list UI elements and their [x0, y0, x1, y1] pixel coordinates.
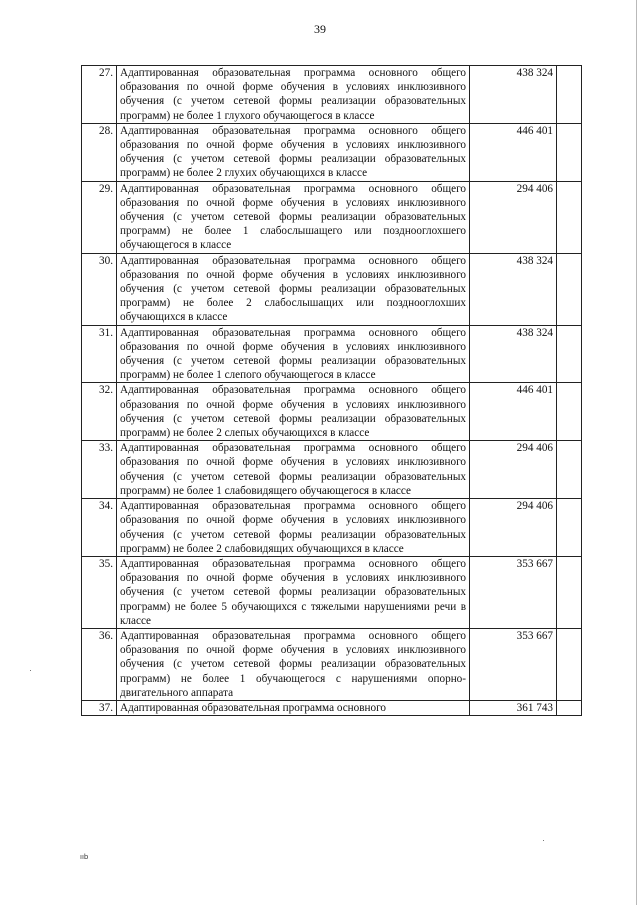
footer-mark: ııb	[80, 853, 89, 861]
program-description: Адаптированная образовательная программа основного общего образования по очной форме обучения в условиях инклюзивного обучения (с учетом сетевой формы реализации образовательных программ) не более 5 обучающихся с тяжелыми нарушениями речи в классе	[117, 556, 470, 628]
table-row	[82, 499, 582, 557]
amount-cell: 361 743	[470, 700, 557, 715]
program-description: Адаптированная образовательная программа основного	[117, 700, 470, 715]
row-number: 29.	[82, 181, 117, 253]
empty-cell	[557, 181, 582, 253]
table-row	[82, 700, 582, 715]
page-number: 39	[314, 22, 326, 36]
funding-table	[81, 65, 582, 716]
scan-speck	[543, 840, 544, 841]
amount-cell: 438 324	[470, 325, 557, 383]
program-description: Адаптированная образовательная программа основного общего образования по очной форме обучения в условиях инклюзивного обучения (с учетом сетевой формы реализации образовательных программ) не более 1 слабослышащего или позднооглохшего обучающегося в классе	[117, 181, 470, 253]
program-description: Адаптированная образовательная программа основного общего образования по очной форме обучения в условиях инклюзивного обучения (с учетом сетевой формы реализации образовательных программ) не более 2 слепых обучающихся в классе	[117, 383, 470, 441]
table-row	[82, 628, 582, 700]
row-number: 30.	[82, 253, 117, 325]
table-row	[82, 556, 582, 628]
empty-cell	[557, 499, 582, 557]
empty-cell	[557, 325, 582, 383]
program-description: Адаптированная образовательная программа основного общего образования по очной форме обучения в условиях инклюзивного обучения (с учетом сетевой формы реализации образовательных программ) не более 1 слепого обучающегося в классе	[117, 325, 470, 383]
amount-cell: 294 406	[470, 181, 557, 253]
amount-cell: 353 667	[470, 556, 557, 628]
table-row	[82, 441, 582, 499]
program-description: Адаптированная образовательная программа основного общего образования по очной форме обучения в условиях инклюзивного обучения (с учетом сетевой формы реализации образовательных программ) не более 1 слабовидящего обучающегося в классе	[117, 441, 470, 499]
amount-cell: 353 667	[470, 628, 557, 700]
amount-cell: 294 406	[470, 499, 557, 557]
table-row	[82, 66, 582, 124]
empty-cell	[557, 628, 582, 700]
table-row	[82, 325, 582, 383]
scan-speck	[30, 670, 31, 671]
row-number: 33.	[82, 441, 117, 499]
row-number: 37.	[82, 700, 117, 715]
row-number: 34.	[82, 499, 117, 557]
empty-cell	[557, 700, 582, 715]
row-number: 28.	[82, 123, 117, 181]
empty-cell	[557, 556, 582, 628]
row-number: 36.	[82, 628, 117, 700]
amount-cell: 446 401	[470, 383, 557, 441]
row-number: 32.	[82, 383, 117, 441]
program-description: Адаптированная образовательная программа основного общего образования по очной форме обучения в условиях инклюзивного обучения (с учетом сетевой формы реализации образовательных программ) не более 2 слабослышащих или позднооглохших обучающихся в классе	[117, 253, 470, 325]
table-row	[82, 253, 582, 325]
program-description: Адаптированная образовательная программа основного общего образования по очной форме обучения в условиях инклюзивного обучения (с учетом сетевой формы реализации образовательных программ) не более 1 обучающегося с нарушениями опорно-двигательного аппарата	[117, 628, 470, 700]
scan-edge-line	[636, 0, 637, 905]
amount-cell: 294 406	[470, 441, 557, 499]
amount-cell: 446 401	[470, 123, 557, 181]
program-description: Адаптированная образовательная программа основного общего образования по очной форме обучения в условиях инклюзивного обучения (с учетом сетевой формы реализации образовательных программ) не более 2 слабовидящих обучающихся в классе	[117, 499, 470, 557]
table-row	[82, 181, 582, 253]
amount-cell: 438 324	[470, 66, 557, 124]
empty-cell	[557, 123, 582, 181]
empty-cell	[557, 66, 582, 124]
row-number: 35.	[82, 556, 117, 628]
empty-cell	[557, 383, 582, 441]
empty-cell	[557, 441, 582, 499]
amount-cell: 438 324	[470, 253, 557, 325]
empty-cell	[557, 253, 582, 325]
table-row	[82, 123, 582, 181]
row-number: 31.	[82, 325, 117, 383]
program-description: Адаптированная образовательная программа основного общего образования по очной форме обучения в условиях инклюзивного обучения (с учетом сетевой формы реализации образовательных программ) не более 2 глухих обучающихся в классе	[117, 123, 470, 181]
table-row	[82, 383, 582, 441]
row-number: 27.	[82, 66, 117, 124]
program-description: Адаптированная образовательная программа основного общего образования по очной форме обучения в условиях инклюзивного обучения (с учетом сетевой формы реализации образовательных программ) не более 1 глухого обучающегося в классе	[117, 66, 470, 124]
